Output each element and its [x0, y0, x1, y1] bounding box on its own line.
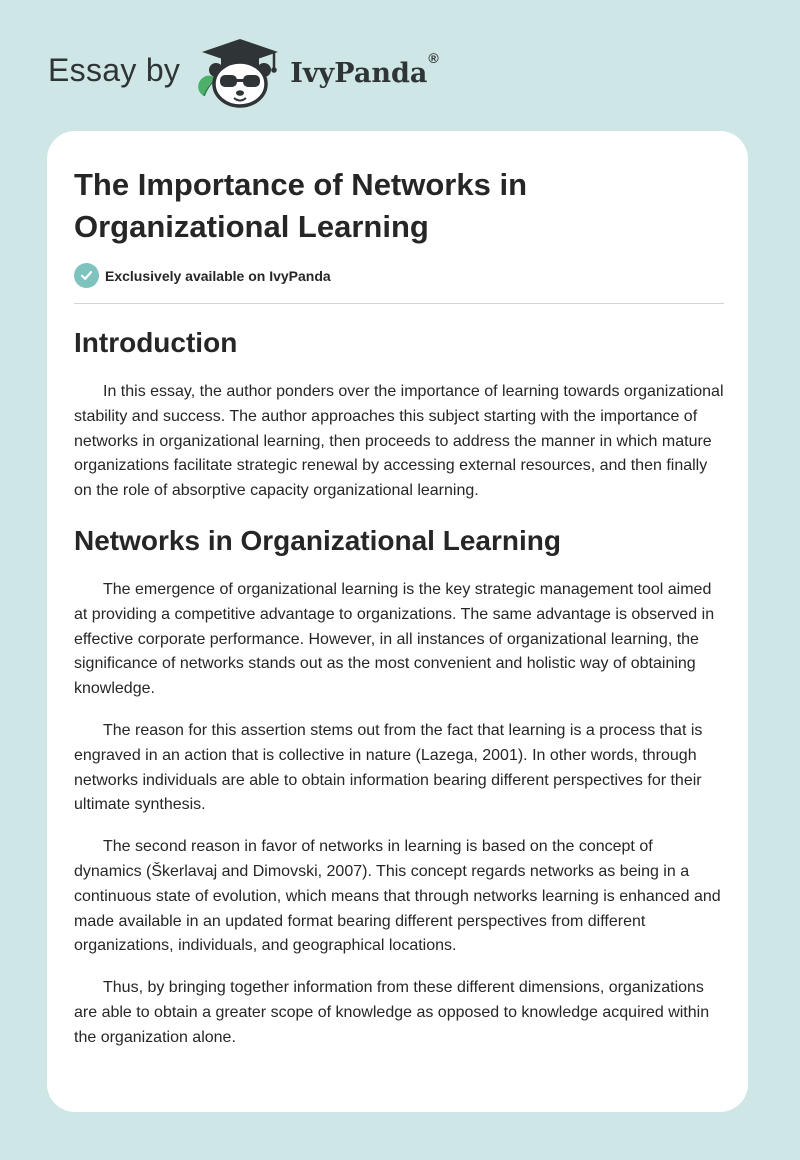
paragraph: The emergence of organizational learning is the key strategic management tool aimed at providing a competitive advantage to organizations. The same advantage is observed in effective corporate performance. However, in all instances of organizational learning, the significance of networks stands out as the most convenient and holistic way of obtaining knowledge.: [74, 580, 715, 698]
brand-name[interactable]: IvyPanda®: [290, 49, 439, 89]
paragraph: In this essay, the author ponders over the importance of learning towards organizational stability and success. The author approaches this subject starting with the importance of networks in organizational learning, then proceeds to address the manner in which mature organizations facilitate strategic renewal by accessing external resources, and then finally on the role of absorptive capacity organizational learning.: [74, 383, 724, 500]
exclusive-badge-text: Exclusively available on IvyPanda: [105, 267, 331, 284]
essay-card: [47, 131, 748, 1112]
page-title: The Importance of Networks in Organizational Learning: [74, 167, 528, 244]
site-header: [48, 36, 439, 108]
paragraph: The second reason in favor of networks in learning is based on the concept of dynamics (Škerlavaj and Dimovski, 2007). This concept regards networks as being in a continuous state of evolution, which means that through networks learning is enhanced and made available in an updated format bearing different perspectives from different organizations, individuals, and geographical locations.: [74, 838, 721, 955]
exclusive-badge: [74, 263, 331, 288]
paragraph: Thus, by bringing together information from these different dimensions, organizations are able to obtain a greater scope of knowledge as opposed to knowledge acquired within the organization alone.: [74, 979, 710, 1046]
paragraph: The reason for this assertion stems out from the fact that learning is a process that is engraved in an action that is collective in nature (Lazega, 2001). In other words, through networks individuals are able to obtain information bearing different perspectives for their ultimate synthesis.: [74, 721, 703, 814]
section-heading: Introduction: [74, 327, 238, 358]
divider: [74, 303, 724, 304]
brand-prefix: Essay by: [48, 51, 181, 88]
essay-body: [74, 324, 724, 1051]
check-icon: [74, 263, 99, 288]
section-heading: Networks in Organizational Learning: [74, 524, 561, 556]
panda-logo-icon[interactable]: [194, 36, 286, 108]
